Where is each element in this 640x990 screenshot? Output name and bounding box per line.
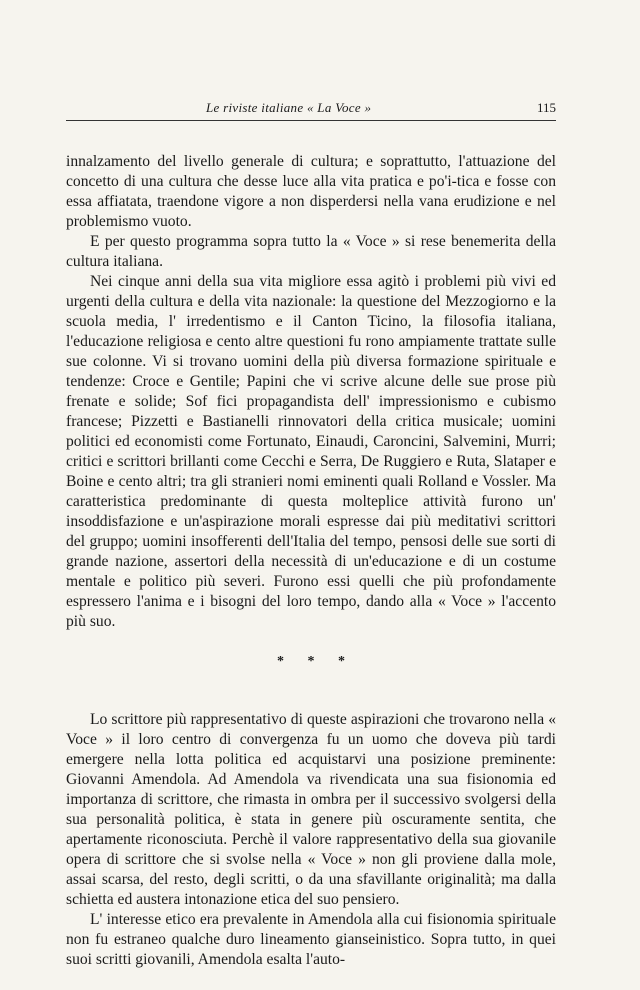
paragraph: L' interesse etico era prevalente in Amendola alla cui fisionomia spirituale non fu estraneo qualche duro lineamento gianseinistico. Sopra tutto, in quei suoi scritti giovanili, Amendola esalta l'auto-: [66, 911, 556, 968]
page-number: 115: [536, 100, 556, 115]
body-text: [66, 152, 556, 970]
section-separator: * * *: [277, 654, 355, 669]
paragraph: E per questo programma sopra tutto la « Voce » si rese benemerita della cultura italiana.: [66, 233, 556, 270]
page-header: [66, 96, 556, 121]
paragraph: Nei cinque anni della sua vita migliore essa agitò i problemi più vivi ed urgenti della cultura e della vita nazionale: la questione del Mezzogiorno e la scuola media, l' irredentismo e il Canton Ticino, la filosofia italiana, l'educazione religiosa e cento altre questioni fu rono ampiamente trattate sulle sue colonne. Vi si trovano uomini della più diversa formazione spirituale e tendenze: Croce e Gentile; Papini che vi scrive alcune delle sue prose più frenate e solide; Sof fici propagandista dell' impressionismo e cubismo francese; Pizzetti e Bastianelli rinnovatori della critica musicale; uomini politici ed economisti come Fortunato, Einaudi, Caroncini, Salvemini, Murri; critici e scrittori brillanti come Cecchi e Serra, De Ruggiero e Ruta, Slataper e Boine e cento altri; tra gli stranieri nomi eminenti quali Rolland e Vossler. Ma caratteristica predominante di questa molteplice attività furono un' insoddisfazione e un'aspirazione morali espresse dai più meditativi scrittori del gruppo; uomini insofferenti dell'Italia del tempo, pensosi delle sue sorti di grande nazione, assertori della necessità di un'educazione e di un costume mentale e politico più severi. Furono essi quelli che più profondamente espressero l'anima e i bisogni del loro tempo, dando alla « Voce » l'accento più suo.: [66, 273, 556, 630]
paragraph: innalzamento del livello generale di cultura; e soprattutto, l'attuazione del concetto di una cultura che desse luce alla vita pratica e po'i-tica e fosse con essa affiatata, traendone vigore a non disperdersi nella vana erudizione e nel problemismo vuoto.: [66, 153, 556, 230]
paragraph: Lo scrittore più rappresentativo di queste aspirazioni che trovarono nella « Voce » il loro centro di convergenza fu un uomo che doveva più tardi emergere nella lotta politica ed acquistarvi una posizione preminente: Giovanni Amendola. Ad Amendola va rivendicata una sua fisionomia ed importanza di scrittore, che rimasta in ombra per il successivo svolgersi della sua personalità politica, è stata in genere più oscuramente sentita, che apertamente riconosciuta. Perchè il valore rappresentativo della sua giovanile opera di scrittore che si svolse nella « Voce » non gli proviene dalla mole, assai scarsa, del resto, degli scritti, o da una sfavillante originalità; ma dalla schietta ed austera intonazione etica del suo pensiero.: [66, 711, 556, 908]
running-title: Le riviste italiane « La Voce »: [206, 100, 372, 115]
